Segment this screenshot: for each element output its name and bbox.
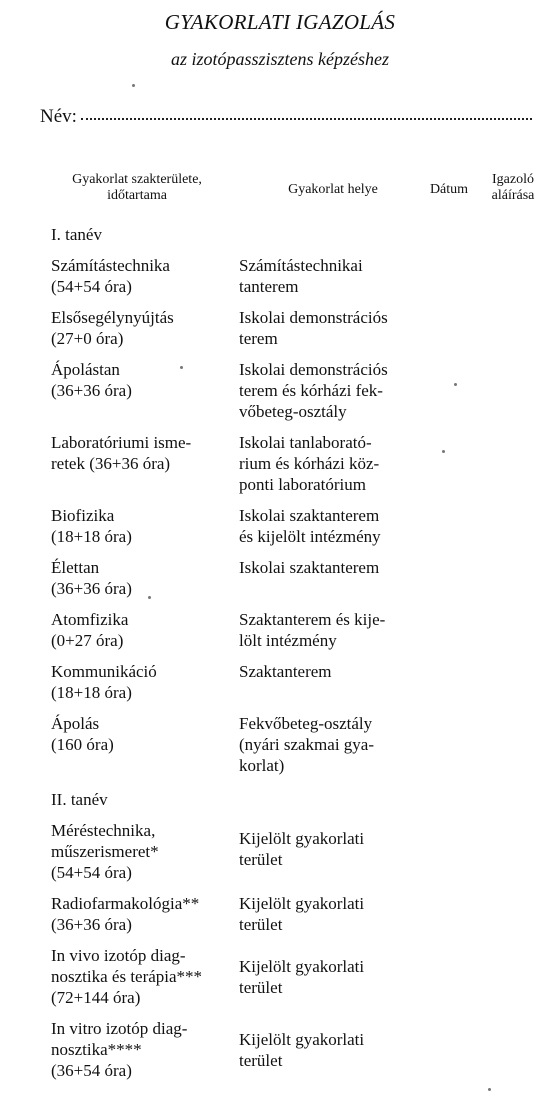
page-title: GYAKORLATI IGAZOLÁS — [164, 10, 396, 34]
row-place: Iskolai szaktanterem és kijelölt intézmény — [239, 506, 381, 546]
header-area: Gyakorlat szakterülete, időtartama — [72, 172, 202, 203]
row-area: Számítástechnika (54+54 óra) — [51, 256, 170, 296]
row-area: Laboratóriumi isme- retek (36+36 óra) — [51, 433, 192, 473]
row-place: Kijelölt gyakorlati terület — [239, 894, 365, 934]
row-area: Ápolás (160 óra) — [51, 714, 114, 754]
row-place: Iskolai tanlaborató- rium és kórházi köz- ponti laboratórium — [239, 433, 380, 494]
row-place: Számítástechnikai tanterem — [239, 256, 363, 296]
scan-speck — [148, 596, 151, 599]
scan-speck — [132, 84, 135, 87]
row-area: Ápolástan (36+36 óra) — [51, 360, 132, 400]
year-label: I. tanév — [51, 225, 102, 244]
name-field — [40, 106, 532, 128]
header-date: Dátum — [429, 182, 469, 197]
row-area: Kommunikáció (18+18 óra) — [51, 662, 157, 702]
row-place: Iskolai demonstrációs terem és kórházi fek- vőbeteg-osztály — [239, 360, 388, 421]
row-place: Kijelölt gyakorlati terület — [239, 957, 365, 997]
row-area: Atomfizika (0+27 óra) — [51, 610, 129, 650]
row-area: Méréstechnika, műszerismeret* (54+54 óra) — [51, 821, 159, 882]
header-signature: Igazoló aláírása — [491, 172, 535, 203]
row-place: Fekvőbeteg-osztály (nyári szakmai gya- korlat) — [239, 714, 374, 775]
scan-speck — [442, 450, 445, 453]
scan-speck — [454, 383, 457, 386]
row-area: Élettan (36+36 óra) — [51, 558, 132, 598]
page-subtitle: az izotópasszisztens képzéshez — [170, 49, 389, 69]
row-area: Elsősegélynyújtás (27+0 óra) — [51, 308, 174, 348]
row-place: Kijelölt gyakorlati terület — [239, 829, 365, 869]
row-place: Szaktanterem és kije- lölt intézmény — [239, 610, 386, 650]
scan-speck — [488, 1088, 491, 1091]
row-place: Iskolai demonstrációs terem — [239, 308, 388, 348]
row-area: In vivo izotóp diag- nosztika és terápia*** (72+144 óra) — [51, 946, 203, 1007]
row-place: Iskolai szaktanterem — [239, 558, 380, 577]
name-dotted-line — [81, 104, 532, 120]
row-area: Biofizika (18+18 óra) — [51, 506, 132, 546]
row-place: Szaktanterem — [239, 662, 332, 681]
header-place: Gyakorlat helye — [288, 182, 378, 197]
row-area: Radiofarmakológia** (36+36 óra) — [51, 894, 200, 934]
row-place: Kijelölt gyakorlati terület — [239, 1030, 365, 1070]
year-label: II. tanév — [51, 790, 108, 809]
name-label: Név: — [40, 106, 77, 127]
scan-speck — [180, 366, 183, 369]
row-area: In vitro izotóp diag- nosztika**** (36+54 óra) — [51, 1019, 188, 1080]
